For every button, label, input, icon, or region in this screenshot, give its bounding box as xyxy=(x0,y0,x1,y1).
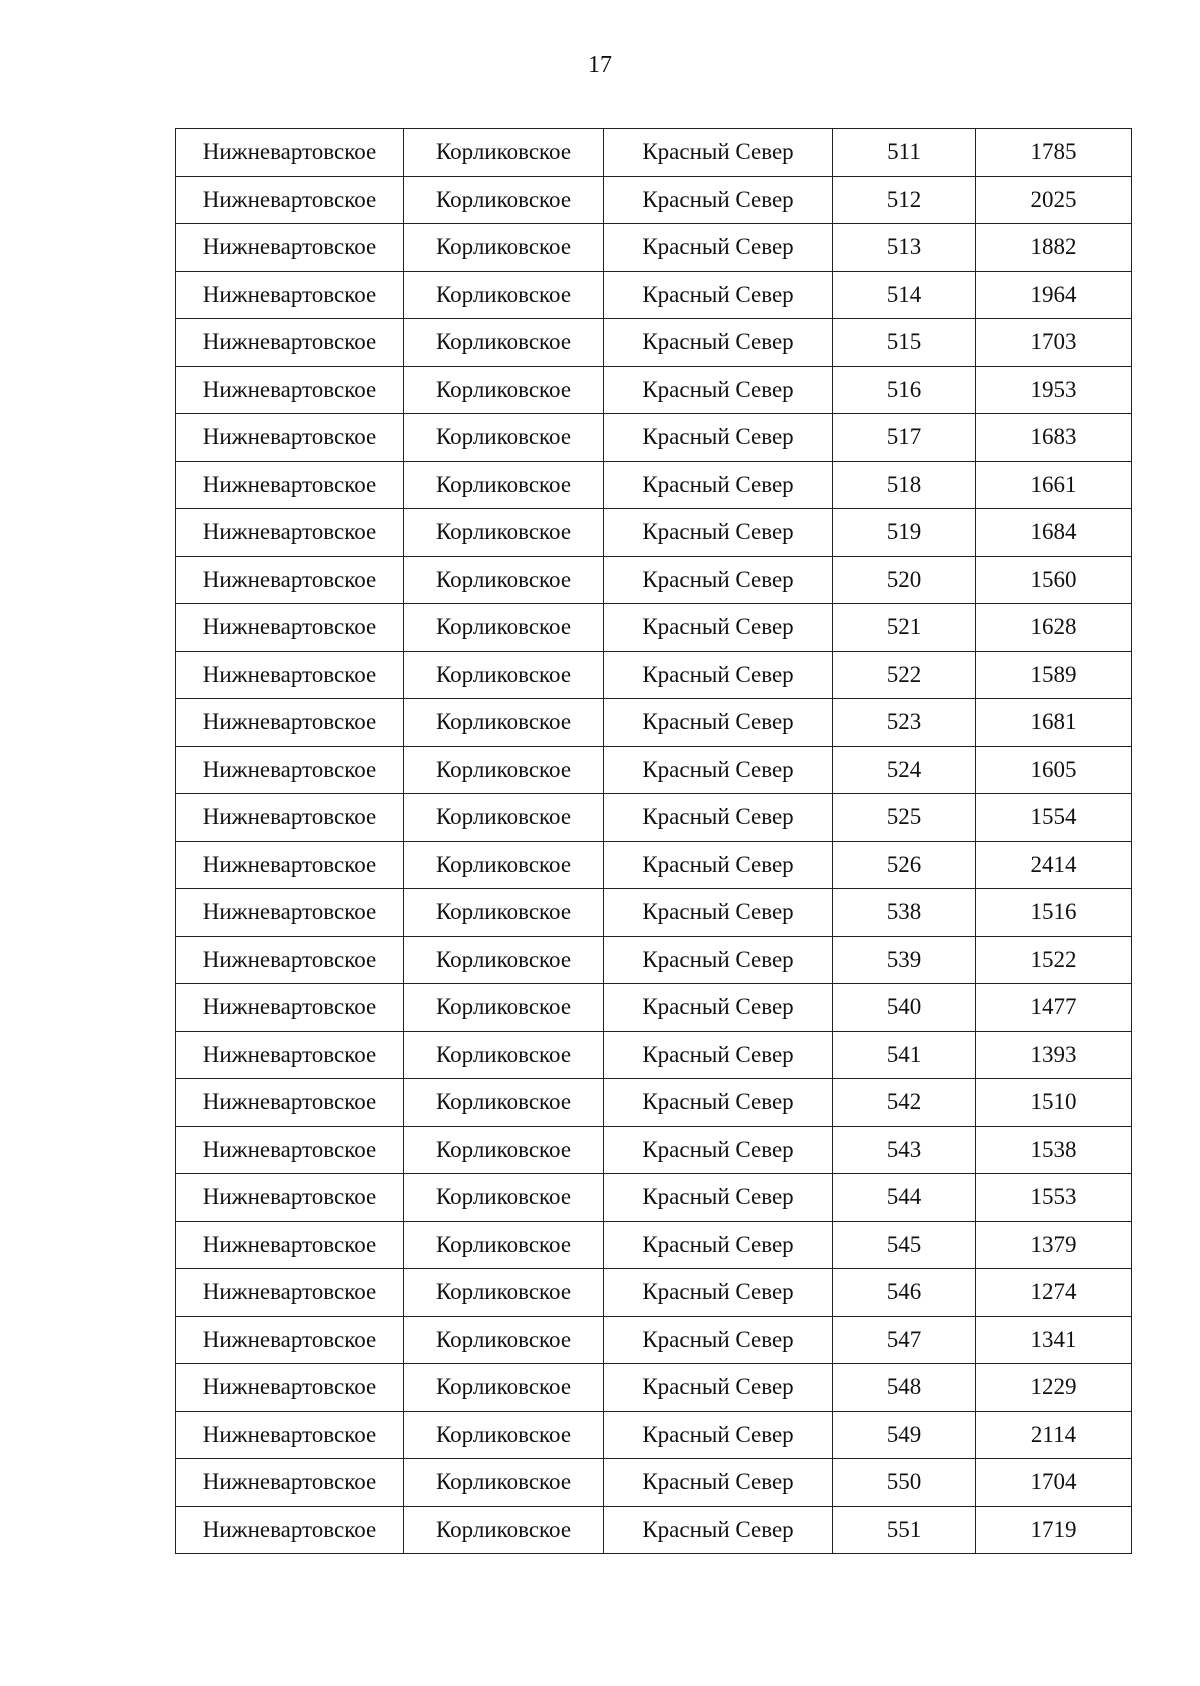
table-row xyxy=(176,176,1132,224)
settlement-cell: Корликовское xyxy=(404,699,604,747)
number-cell: 518 xyxy=(833,461,976,509)
table-row xyxy=(176,1174,1132,1222)
number-cell: 547 xyxy=(833,1316,976,1364)
number-cell: 524 xyxy=(833,746,976,794)
locality-cell: Красный Север xyxy=(604,461,833,509)
table-row xyxy=(176,461,1132,509)
number-cell: 514 xyxy=(833,271,976,319)
settlement-cell: Корликовское xyxy=(404,271,604,319)
locality-cell: Красный Север xyxy=(604,224,833,272)
value-cell: 1704 xyxy=(976,1459,1132,1507)
table-row xyxy=(176,651,1132,699)
number-cell: 519 xyxy=(833,509,976,557)
district-cell: Нижневартовское xyxy=(176,651,404,699)
table-row xyxy=(176,1221,1132,1269)
value-cell: 1538 xyxy=(976,1126,1132,1174)
locality-cell: Красный Север xyxy=(604,1079,833,1127)
value-cell: 1341 xyxy=(976,1316,1132,1364)
settlement-cell: Корликовское xyxy=(404,176,604,224)
locality-cell: Красный Север xyxy=(604,414,833,462)
district-cell: Нижневартовское xyxy=(176,414,404,462)
number-cell: 517 xyxy=(833,414,976,462)
table-row xyxy=(176,1316,1132,1364)
table-row xyxy=(176,1364,1132,1412)
locality-cell: Красный Север xyxy=(604,129,833,177)
district-cell: Нижневартовское xyxy=(176,1079,404,1127)
value-cell: 2025 xyxy=(976,176,1132,224)
settlement-cell: Корликовское xyxy=(404,461,604,509)
table-row xyxy=(176,794,1132,842)
value-cell: 1554 xyxy=(976,794,1132,842)
table-row xyxy=(176,984,1132,1032)
locality-cell: Красный Север xyxy=(604,1031,833,1079)
number-cell: 551 xyxy=(833,1506,976,1554)
locality-cell: Красный Север xyxy=(604,319,833,367)
district-cell: Нижневартовское xyxy=(176,271,404,319)
settlement-cell: Корликовское xyxy=(404,319,604,367)
table-row xyxy=(176,509,1132,557)
district-cell: Нижневартовское xyxy=(176,224,404,272)
district-cell: Нижневартовское xyxy=(176,366,404,414)
settlement-cell: Корликовское xyxy=(404,1411,604,1459)
settlement-cell: Корликовское xyxy=(404,1364,604,1412)
value-cell: 1882 xyxy=(976,224,1132,272)
settlement-cell: Корликовское xyxy=(404,1126,604,1174)
value-cell: 1785 xyxy=(976,129,1132,177)
value-cell: 1719 xyxy=(976,1506,1132,1554)
table-row xyxy=(176,841,1132,889)
table-row xyxy=(176,746,1132,794)
value-cell: 1379 xyxy=(976,1221,1132,1269)
table-row xyxy=(176,1079,1132,1127)
settlement-cell: Корликовское xyxy=(404,1269,604,1317)
number-cell: 512 xyxy=(833,176,976,224)
locality-cell: Красный Север xyxy=(604,1316,833,1364)
locality-cell: Красный Север xyxy=(604,651,833,699)
locality-cell: Красный Север xyxy=(604,1506,833,1554)
table-row xyxy=(176,1126,1132,1174)
locality-cell: Красный Север xyxy=(604,746,833,794)
district-cell: Нижневартовское xyxy=(176,794,404,842)
value-cell: 2114 xyxy=(976,1411,1132,1459)
number-cell: 521 xyxy=(833,604,976,652)
district-cell: Нижневартовское xyxy=(176,1269,404,1317)
district-cell: Нижневартовское xyxy=(176,604,404,652)
settlement-cell: Корликовское xyxy=(404,414,604,462)
district-cell: Нижневартовское xyxy=(176,936,404,984)
settlement-cell: Корликовское xyxy=(404,1221,604,1269)
settlement-cell: Корликовское xyxy=(404,556,604,604)
page-number: 17 xyxy=(588,52,612,78)
district-cell: Нижневартовское xyxy=(176,556,404,604)
table-row xyxy=(176,556,1132,604)
table-row xyxy=(176,699,1132,747)
district-cell: Нижневартовское xyxy=(176,1459,404,1507)
table-row xyxy=(176,224,1132,272)
district-cell: Нижневартовское xyxy=(176,699,404,747)
number-cell: 538 xyxy=(833,889,976,937)
number-cell: 516 xyxy=(833,366,976,414)
settlement-cell: Корликовское xyxy=(404,794,604,842)
number-cell: 539 xyxy=(833,936,976,984)
value-cell: 1560 xyxy=(976,556,1132,604)
number-cell: 549 xyxy=(833,1411,976,1459)
settlement-cell: Корликовское xyxy=(404,1316,604,1364)
table-row xyxy=(176,414,1132,462)
settlement-cell: Корликовское xyxy=(404,1079,604,1127)
number-cell: 546 xyxy=(833,1269,976,1317)
table-row xyxy=(176,1031,1132,1079)
locality-cell: Красный Север xyxy=(604,1126,833,1174)
table-row xyxy=(176,129,1132,177)
number-cell: 541 xyxy=(833,1031,976,1079)
value-cell: 1589 xyxy=(976,651,1132,699)
table-body xyxy=(176,129,1132,1554)
locality-cell: Красный Север xyxy=(604,1459,833,1507)
district-cell: Нижневартовское xyxy=(176,1126,404,1174)
locality-cell: Красный Север xyxy=(604,699,833,747)
data-table xyxy=(175,128,1132,1554)
number-cell: 542 xyxy=(833,1079,976,1127)
locality-cell: Красный Север xyxy=(604,1221,833,1269)
locality-cell: Красный Север xyxy=(604,604,833,652)
locality-cell: Красный Север xyxy=(604,1269,833,1317)
number-cell: 550 xyxy=(833,1459,976,1507)
number-cell: 522 xyxy=(833,651,976,699)
table-row xyxy=(176,604,1132,652)
table-row xyxy=(176,319,1132,367)
settlement-cell: Корликовское xyxy=(404,651,604,699)
district-cell: Нижневартовское xyxy=(176,841,404,889)
district-cell: Нижневартовское xyxy=(176,1174,404,1222)
number-cell: 526 xyxy=(833,841,976,889)
settlement-cell: Корликовское xyxy=(404,604,604,652)
district-cell: Нижневартовское xyxy=(176,176,404,224)
locality-cell: Красный Север xyxy=(604,984,833,1032)
district-cell: Нижневартовское xyxy=(176,1506,404,1554)
settlement-cell: Корликовское xyxy=(404,889,604,937)
settlement-cell: Корликовское xyxy=(404,509,604,557)
number-cell: 523 xyxy=(833,699,976,747)
locality-cell: Красный Север xyxy=(604,509,833,557)
table-row xyxy=(176,1459,1132,1507)
locality-cell: Красный Север xyxy=(604,556,833,604)
settlement-cell: Корликовское xyxy=(404,224,604,272)
value-cell: 1510 xyxy=(976,1079,1132,1127)
settlement-cell: Корликовское xyxy=(404,1506,604,1554)
value-cell: 1274 xyxy=(976,1269,1132,1317)
value-cell: 1703 xyxy=(976,319,1132,367)
district-cell: Нижневартовское xyxy=(176,461,404,509)
value-cell: 2414 xyxy=(976,841,1132,889)
value-cell: 1628 xyxy=(976,604,1132,652)
value-cell: 1229 xyxy=(976,1364,1132,1412)
number-cell: 511 xyxy=(833,129,976,177)
number-cell: 513 xyxy=(833,224,976,272)
settlement-cell: Корликовское xyxy=(404,1174,604,1222)
district-cell: Нижневартовское xyxy=(176,319,404,367)
district-cell: Нижневартовское xyxy=(176,1031,404,1079)
district-cell: Нижневартовское xyxy=(176,1221,404,1269)
district-cell: Нижневартовское xyxy=(176,1316,404,1364)
table-row xyxy=(176,366,1132,414)
value-cell: 1393 xyxy=(976,1031,1132,1079)
number-cell: 520 xyxy=(833,556,976,604)
locality-cell: Красный Север xyxy=(604,794,833,842)
district-cell: Нижневартовское xyxy=(176,984,404,1032)
locality-cell: Красный Север xyxy=(604,1411,833,1459)
locality-cell: Красный Север xyxy=(604,176,833,224)
locality-cell: Красный Север xyxy=(604,1364,833,1412)
district-cell: Нижневартовское xyxy=(176,1411,404,1459)
table-row xyxy=(176,936,1132,984)
value-cell: 1964 xyxy=(976,271,1132,319)
locality-cell: Красный Север xyxy=(604,366,833,414)
table-row xyxy=(176,271,1132,319)
table-row xyxy=(176,1411,1132,1459)
table-row xyxy=(176,889,1132,937)
district-cell: Нижневартовское xyxy=(176,129,404,177)
value-cell: 1522 xyxy=(976,936,1132,984)
value-cell: 1605 xyxy=(976,746,1132,794)
number-cell: 545 xyxy=(833,1221,976,1269)
locality-cell: Красный Север xyxy=(604,936,833,984)
locality-cell: Красный Север xyxy=(604,271,833,319)
value-cell: 1684 xyxy=(976,509,1132,557)
number-cell: 544 xyxy=(833,1174,976,1222)
value-cell: 1683 xyxy=(976,414,1132,462)
locality-cell: Красный Север xyxy=(604,841,833,889)
settlement-cell: Корликовское xyxy=(404,746,604,794)
value-cell: 1477 xyxy=(976,984,1132,1032)
district-cell: Нижневартовское xyxy=(176,746,404,794)
settlement-cell: Корликовское xyxy=(404,1031,604,1079)
table-row xyxy=(176,1269,1132,1317)
settlement-cell: Корликовское xyxy=(404,129,604,177)
locality-cell: Красный Север xyxy=(604,889,833,937)
settlement-cell: Корликовское xyxy=(404,1459,604,1507)
number-cell: 540 xyxy=(833,984,976,1032)
settlement-cell: Корликовское xyxy=(404,366,604,414)
district-cell: Нижневартовское xyxy=(176,889,404,937)
value-cell: 1516 xyxy=(976,889,1132,937)
district-cell: Нижневартовское xyxy=(176,509,404,557)
number-cell: 515 xyxy=(833,319,976,367)
value-cell: 1681 xyxy=(976,699,1132,747)
settlement-cell: Корликовское xyxy=(404,936,604,984)
settlement-cell: Корликовское xyxy=(404,841,604,889)
district-cell: Нижневартовское xyxy=(176,1364,404,1412)
table-row xyxy=(176,1506,1132,1554)
settlement-cell: Корликовское xyxy=(404,984,604,1032)
value-cell: 1661 xyxy=(976,461,1132,509)
value-cell: 1553 xyxy=(976,1174,1132,1222)
value-cell: 1953 xyxy=(976,366,1132,414)
number-cell: 548 xyxy=(833,1364,976,1412)
number-cell: 543 xyxy=(833,1126,976,1174)
locality-cell: Красный Север xyxy=(604,1174,833,1222)
number-cell: 525 xyxy=(833,794,976,842)
